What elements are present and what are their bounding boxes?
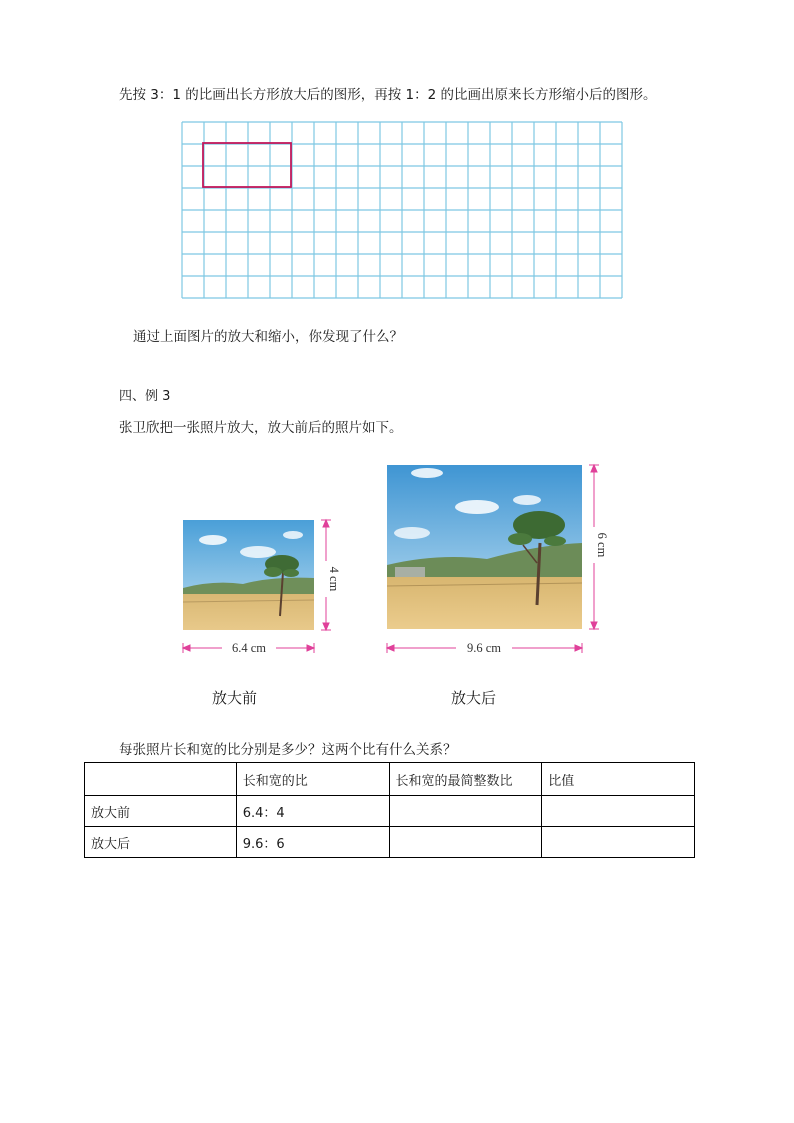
ratio-value-input-before[interactable]	[542, 796, 695, 827]
drawing-grid[interactable]	[180, 120, 626, 302]
ratio-table	[84, 762, 695, 858]
ratio-question: 每张照片长和宽的比分别是多少？这两个比有什么关系？	[119, 742, 457, 758]
caption-before: 放大前	[212, 689, 258, 707]
ratio-value-input-after[interactable]	[542, 827, 695, 858]
width-label-after: 9.6 cm	[466, 641, 502, 655]
row-label-after: 放大后	[85, 827, 237, 858]
ratio-cell-before: 6.4：4	[236, 796, 389, 827]
ratio-cell-after: 9.6：6	[236, 827, 389, 858]
header-cell-ratio-value: 比值	[542, 763, 695, 796]
original-rectangle	[203, 143, 291, 187]
table-row	[85, 827, 695, 858]
discovery-question: 通过上面图片的放大和缩小，你发现了什么？	[133, 329, 403, 345]
simplest-ratio-input-after[interactable]	[389, 827, 542, 858]
header-cell-ratio: 长和宽的比	[236, 763, 389, 796]
grid-lines	[182, 122, 622, 298]
simplest-ratio-input-before[interactable]	[389, 796, 542, 827]
width-label-before: 6.4 cm	[231, 641, 267, 655]
header-cell-simplest-ratio: 长和宽的最简整数比	[389, 763, 542, 796]
height-label-before: 4 cm	[327, 566, 341, 592]
height-label-after: 6 cm	[595, 532, 609, 558]
table-header-row	[85, 763, 695, 796]
instruction-text: 先按 3：1 的比画出长方形放大后的图形，再按 1：2 的比画出原来长方形缩小后的图形。	[119, 87, 657, 103]
section-title: 四、例 3	[119, 389, 171, 404]
photo-after-dimensions	[382, 461, 612, 661]
table-row	[85, 796, 695, 827]
caption-after: 放大后	[451, 689, 497, 707]
header-cell-blank	[85, 763, 237, 796]
row-label-before: 放大前	[85, 796, 237, 827]
example-text: 张卫欣把一张照片放大，放大前后的照片如下。	[119, 420, 403, 436]
photo-before-dimensions	[178, 516, 358, 661]
